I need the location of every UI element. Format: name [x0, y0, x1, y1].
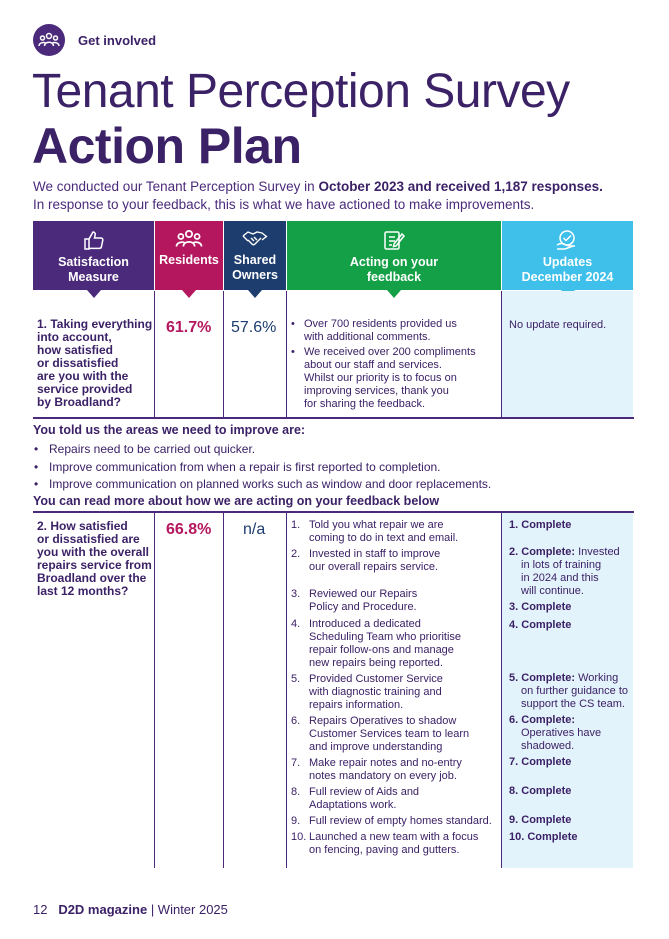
divider — [223, 291, 224, 417]
update-note: Operatives have — [521, 727, 602, 739]
header-arrow — [87, 290, 101, 298]
action-item — [291, 715, 501, 754]
action-line: our overall repairs service. — [309, 561, 438, 573]
feedback-line: about our staff and services. — [304, 359, 442, 371]
question-line: 1. Taking everything — [37, 317, 153, 331]
update-number: 10. — [509, 831, 525, 843]
update-item — [509, 831, 631, 844]
improve-item: • Improve communication from when a repair is first reported to completion. — [33, 459, 491, 477]
action-number: 3. — [291, 588, 301, 600]
intro-line2: In response to your feedback, this is what we have actioned to make improvements. — [33, 197, 535, 212]
row1-updates-bg — [502, 291, 633, 417]
action-line: Launched a new team with a focus — [309, 831, 479, 843]
action-line: coming to do in text and email. — [309, 532, 459, 544]
page-subtitle: Action Plan — [32, 118, 302, 174]
action-line: on fencing, paving and gutters. — [309, 844, 460, 856]
update-item — [509, 785, 631, 798]
update-number: 2. — [509, 546, 519, 558]
update-note: support the CS team. — [521, 698, 625, 710]
row2-actions-list — [291, 519, 501, 864]
feedback-item — [290, 346, 500, 411]
question-line: Broadland over the — [37, 571, 147, 585]
row1-question — [37, 318, 153, 409]
row1-residents-value: 61.7% — [166, 319, 212, 336]
update-status: Complete — [521, 785, 572, 797]
update-number: 3. — [509, 601, 519, 613]
update-item — [509, 756, 631, 769]
action-line: Adaptations work. — [309, 799, 397, 811]
update-status: Complete — [521, 619, 572, 631]
divider — [501, 291, 502, 417]
section-badge — [33, 24, 65, 56]
action-number: 5. — [291, 673, 301, 685]
row1-feedback-list — [290, 318, 500, 411]
update-status: Complete: — [521, 546, 576, 558]
update-status: Complete: — [521, 714, 576, 726]
action-number: 1. — [291, 519, 301, 531]
header-updates — [502, 221, 633, 290]
action-number: 2. — [291, 548, 301, 560]
page-number: 12 — [33, 902, 48, 917]
row2-shared-value: n/a — [243, 521, 266, 538]
update-note: in 2024 and this — [521, 572, 599, 584]
action-line: Reviewed our Repairs — [309, 588, 418, 600]
clipboard-pen-icon — [382, 229, 406, 251]
feedback-line: with additional comments. — [304, 331, 431, 343]
header-residents-label: Residents — [159, 253, 219, 267]
header-acting-line2: feedback — [366, 270, 422, 284]
update-note: shadowed. — [521, 740, 575, 752]
action-item — [291, 815, 501, 828]
action-item — [291, 757, 501, 783]
people-group-icon — [38, 32, 60, 48]
issue-label: | Winter 2025 — [150, 902, 228, 917]
header-updates-line2: December 2024 — [521, 270, 614, 284]
footer — [33, 902, 228, 917]
question-line: by Broadland? — [37, 395, 122, 409]
update-number: 1. — [509, 519, 519, 531]
divider — [286, 513, 287, 868]
action-item — [291, 519, 501, 545]
intro-line1-text: We conducted our Tenant Perception Survey in — [33, 179, 319, 194]
action-item — [291, 786, 501, 812]
update-note: Invested — [578, 546, 620, 558]
feedback-line: for sharing the feedback. — [304, 398, 426, 410]
update-status: Complete — [527, 831, 578, 843]
action-item — [291, 673, 501, 712]
update-item — [509, 546, 631, 598]
update-note: Working — [578, 672, 619, 684]
header-measure-line1: Satisfaction — [58, 255, 129, 269]
action-number: 9. — [291, 815, 301, 827]
header-arrow — [387, 290, 401, 298]
action-item — [291, 588, 501, 614]
intro-text — [33, 178, 643, 214]
feedback-item — [290, 318, 500, 344]
action-line: Full review of Aids and — [309, 786, 420, 798]
divider — [154, 291, 155, 417]
action-line: Scheduling Team who prioritise — [309, 631, 462, 643]
improve-list — [33, 441, 491, 494]
action-number: 4. — [291, 618, 301, 630]
action-line: new repairs being reported. — [309, 657, 443, 669]
action-item — [291, 831, 501, 857]
header-updates-line1: Updates — [542, 255, 593, 269]
update-item — [509, 714, 631, 753]
update-status: Complete — [521, 756, 572, 768]
action-number: 7. — [291, 757, 301, 769]
header-arrow — [248, 290, 262, 298]
action-line: repairs information. — [309, 699, 404, 711]
people-group-icon — [175, 229, 203, 249]
row2-updates-list — [502, 519, 633, 864]
action-line: with diagnostic training and — [309, 686, 442, 698]
header-satisfaction-measure — [33, 221, 154, 290]
page-title: Tenant Perception Survey — [32, 65, 570, 118]
action-number: 10. — [291, 831, 307, 843]
update-number: 8. — [509, 785, 519, 797]
update-note: on further guidance to — [521, 685, 629, 697]
question-line: 2. How satisfied — [37, 519, 128, 533]
row1-update: No update required. — [509, 319, 607, 331]
action-line: Customer Services team to learn — [309, 728, 470, 740]
update-note: will continue. — [521, 585, 584, 597]
update-item — [509, 519, 631, 532]
update-status: Complete: — [521, 672, 576, 684]
update-status: Complete — [521, 814, 572, 826]
feedback-line: improving services, thank you — [304, 385, 449, 397]
header-shared-line2: Owners — [232, 268, 278, 282]
question-line: you with the overall — [37, 545, 150, 559]
header-arrow — [182, 290, 196, 298]
divider — [286, 291, 287, 417]
question-line: repairs service from — [37, 558, 152, 572]
action-number: 6. — [291, 715, 301, 727]
header-shared-owners — [224, 221, 286, 290]
question-line: last 12 months? — [37, 584, 129, 598]
read-more-text: You can read more about how we are acting on your feedback below — [33, 494, 440, 508]
action-line: Introduced a dedicated — [309, 618, 421, 630]
handshake-icon — [242, 229, 268, 249]
action-line: notes mandatory on every job. — [309, 770, 457, 782]
update-number: 9. — [509, 814, 519, 826]
divider — [154, 513, 155, 868]
row1-shared-value: 57.6% — [231, 319, 277, 336]
question-line: into account, — [37, 330, 112, 344]
update-number: 6. — [509, 714, 519, 726]
header-shared-line1: Shared — [233, 253, 277, 267]
question-line: or dissatisfied — [37, 356, 119, 370]
question-line: are you with the — [37, 369, 129, 383]
update-item — [509, 814, 631, 827]
question-line: how satisfied — [37, 343, 114, 357]
section-label: Get involved — [78, 33, 157, 48]
action-line: Provided Customer Service — [309, 673, 443, 685]
header-residents — [155, 221, 223, 290]
question-line: or dissatisfied are — [37, 532, 140, 546]
hand-check-icon — [555, 229, 581, 251]
divider — [223, 513, 224, 868]
update-status: Complete — [521, 519, 572, 531]
update-item — [509, 672, 631, 711]
action-line: Policy and Procedure. — [309, 601, 417, 613]
update-number: 4. — [509, 619, 519, 631]
update-note: in lots of training — [521, 559, 602, 571]
header-acting-line1: Acting on your — [349, 255, 439, 269]
feedback-line: • Over 700 residents provided us — [304, 318, 457, 330]
update-item — [509, 619, 631, 632]
magazine-name: D2D magazine — [58, 902, 148, 917]
improve-item: • Improve communication on planned works such as window and door replacements. — [33, 476, 491, 494]
header-measure-line2: Measure — [68, 270, 119, 284]
row2-residents-value: 66.8% — [166, 521, 212, 538]
row-divider — [33, 417, 634, 419]
update-number: 5. — [509, 672, 519, 684]
improve-heading: You told us the areas we need to improve are: — [33, 423, 306, 437]
action-line: Repairs Operatives to shadow — [309, 715, 457, 727]
update-number: 7. — [509, 756, 519, 768]
action-line: Told you what repair we are — [309, 519, 444, 531]
improve-item: • Repairs need to be carried out quicker. — [33, 441, 491, 459]
action-line: Full review of empty homes standard. — [309, 815, 492, 827]
action-line: and improve understanding — [309, 741, 443, 753]
action-line: repair follow-ons and manage — [309, 644, 454, 656]
update-status: Complete — [521, 601, 572, 613]
action-line: Invested in staff to improve — [309, 548, 441, 560]
action-item — [291, 548, 501, 574]
question-line: service provided — [37, 382, 133, 396]
action-item — [291, 618, 501, 670]
feedback-line: Whilst our priority is to focus on — [304, 372, 457, 384]
action-line: Make repair notes and no-entry — [309, 757, 462, 769]
update-item — [509, 601, 631, 614]
row2-question — [37, 520, 153, 598]
feedback-line: • We received over 200 compliments — [304, 346, 476, 358]
header-acting-on-feedback — [287, 221, 501, 290]
action-number: 8. — [291, 786, 301, 798]
thumbs-up-icon — [83, 229, 105, 251]
intro-line1-bold: October 2023 and received 1,187 responses. — [318, 179, 603, 194]
